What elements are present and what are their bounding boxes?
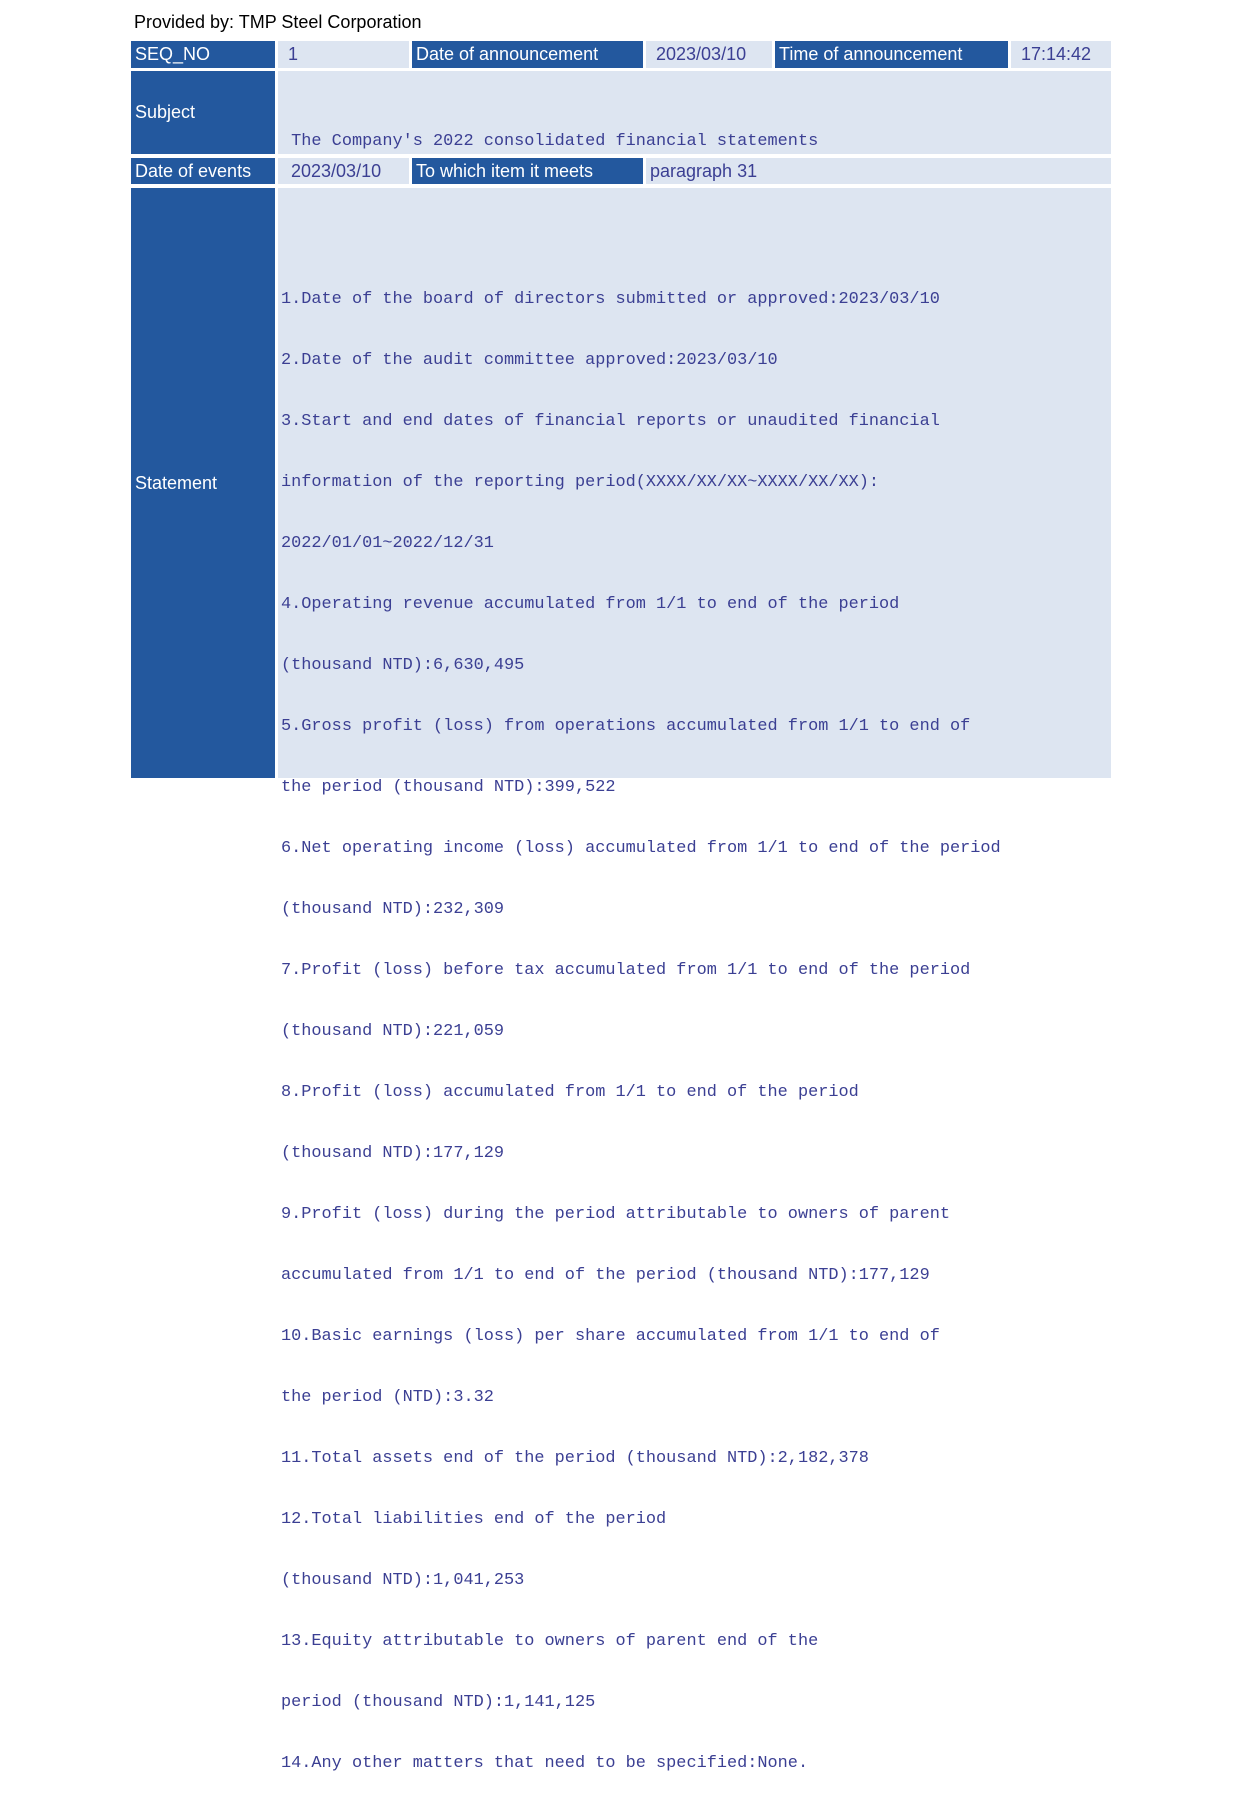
date-of-announcement-value: 2023/03/10 <box>646 41 772 68</box>
statement-line: 12.Total liabilities end of the period <box>281 1510 667 1530</box>
seq-no-value: 1 <box>278 41 409 68</box>
statement-line: 6.Net operating income (loss) accumulated from 1/1 to end of the period <box>281 838 1001 858</box>
provider-text: Provided by: TMP Steel Corporation <box>134 12 422 32</box>
statement-line: 2022/01/01~2022/12/31 <box>281 533 494 553</box>
statement-line: 4.Operating revenue accumulated from 1/1 to end of the period <box>281 594 900 614</box>
statement-line: 1.Date of the board of directors submitted or approved:2023/03/10 <box>281 289 940 309</box>
statement-line: accumulated from 1/1 to end of the period (thousand NTD):177,129 <box>281 1266 930 1286</box>
subject-label: Subject <box>131 71 275 154</box>
statement-line: 13.Equity attributable to owners of parent end of the <box>281 1632 819 1652</box>
statement-line: 9.Profit (loss) during the period attributable to owners of parent <box>281 1205 950 1225</box>
date-of-events-label: Date of events <box>131 158 275 184</box>
statement-line: (thousand NTD):1,041,253 <box>281 1571 525 1591</box>
statement-line: 10.Basic earnings (loss) per share accumulated from 1/1 to end of <box>281 1327 940 1347</box>
statement-line: (thousand NTD):221,059 <box>281 1022 504 1042</box>
item-value: paragraph 31 <box>646 158 1111 184</box>
statement-line: 2.Date of the audit committee approved:2023/03/10 <box>281 350 778 370</box>
statement-line: 11.Total assets end of the period (thousand NTD):2,182,378 <box>281 1449 869 1469</box>
statement-line: information of the reporting period(XXXX/XX/XX~XXXX/XX/XX): <box>281 472 880 492</box>
statement-line: (thousand NTD):177,129 <box>281 1144 504 1164</box>
statement-line: 7.Profit (loss) before tax accumulated from 1/1 to end of the period <box>281 961 971 981</box>
statement-line: the period (thousand NTD):399,522 <box>281 777 616 797</box>
statement-line: 14.Any other matters that need to be specified:None. <box>281 1754 809 1774</box>
statement-line: 8.Profit (loss) accumulated from 1/1 to end of the period <box>281 1083 859 1103</box>
seq-no-label: SEQ_NO <box>131 41 275 68</box>
statement-line: 5.Gross profit (loss) from operations accumulated from 1/1 to end of <box>281 716 971 736</box>
statement-line: period (thousand NTD):1,141,125 <box>281 1693 596 1713</box>
date-of-events-value: 2023/03/10 <box>278 158 409 184</box>
statement-line: (thousand NTD):6,630,495 <box>281 655 525 675</box>
statement-line: (thousand NTD):232,309 <box>281 900 504 919</box>
time-of-announcement-label: Time of announcement <box>775 41 1008 68</box>
item-label: To which item it meets <box>412 158 643 184</box>
time-of-announcement-value: 17:14:42 <box>1011 41 1111 68</box>
statement-label: Statement <box>131 188 275 778</box>
subject-line: The Company's 2022 consolidated financial statements <box>281 131 819 151</box>
statement-line: the period (NTD):3.32 <box>281 1388 494 1408</box>
statement-line: 3.Start and end dates of financial reports or unaudited financial <box>281 411 940 431</box>
date-of-announcement-label: Date of announcement <box>412 41 643 68</box>
statement-text <box>281 249 1001 1795</box>
